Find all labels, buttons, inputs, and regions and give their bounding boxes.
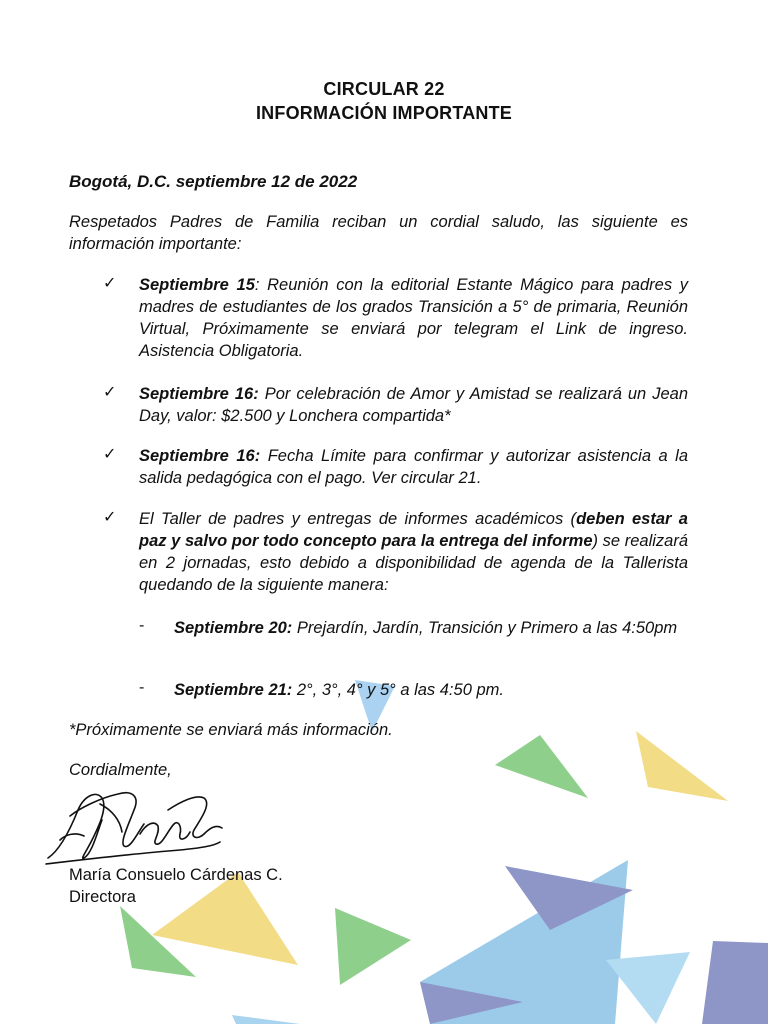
item-bold-text: deben estar a paz y salvo por todo concepto para la entrega del informe <box>139 510 688 550</box>
intro-paragraph: Respetados Padres de Familia reciban un cordial saludo, las siguiente es información importante: <box>69 213 688 253</box>
dash-marker: - <box>139 617 145 634</box>
item-text: Fecha Límite para confirmar y autorizar asistencia a la salida pedagógica con el pago. Ver circular 21. <box>139 447 689 487</box>
subitem-text: 2°, 3°, 4° y 5° a las 4:50 pm. <box>292 681 504 699</box>
list-item <box>139 274 688 362</box>
date-line: Bogotá, D.C. septiembre 12 de 2022 <box>69 172 358 191</box>
item-date: Septiembre 16: <box>139 447 261 465</box>
circular-number: CIRCULAR 22 <box>323 79 445 99</box>
list-item <box>139 383 688 427</box>
sub-list-item <box>174 679 694 701</box>
signer-title: Directora <box>69 888 136 906</box>
item-text: Por celebración de Amor y Amistad se realizará un Jean Day, valor: $2.500 y Lonchera compartida* <box>139 385 688 425</box>
signer-name: María Consuelo Cárdenas C. <box>69 866 283 884</box>
checkmark-icon: ✓ <box>103 509 117 526</box>
footnote: *Próximamente se enviará más información. <box>69 721 393 739</box>
subitem-date: Septiembre 20: <box>174 619 293 637</box>
item-text: ) se realizará en 2 jornadas, esto debido a disponibilidad de agenda de la Tallerista quedando de la siguiente manera: <box>139 532 688 594</box>
handwritten-signature <box>40 780 230 870</box>
item-text: : Reunión con la editorial Estante Mágico para padres y madres de estudiantes de los grados Transición a 5° de primaria, Reunión Virtual, Próximamente se enviará por telegram el Link de ingreso. Asistencia Obligatoria. <box>139 276 688 360</box>
item-date: Septiembre 16: <box>139 385 259 403</box>
checkmark-icon: ✓ <box>103 446 117 463</box>
signer-block <box>69 864 283 908</box>
sub-list-item <box>174 617 694 639</box>
item-date: Septiembre 15 <box>139 276 255 294</box>
subitem-date: Septiembre 21: <box>174 681 293 699</box>
subitem-text: Prejardín, Jardín, Transición y Primero a las 4:50pm <box>292 619 678 637</box>
list-item <box>139 445 688 489</box>
checkmark-icon: ✓ <box>103 384 117 401</box>
closing-salutation: Cordialmente, <box>69 761 172 779</box>
list-item <box>139 508 688 596</box>
circular-heading: INFORMACIÓN IMPORTANTE <box>255 103 513 123</box>
item-text: El Taller de padres y entregas de informes académicos ( <box>139 510 577 528</box>
checkmark-icon: ✓ <box>103 275 117 292</box>
dash-marker: - <box>139 679 145 696</box>
